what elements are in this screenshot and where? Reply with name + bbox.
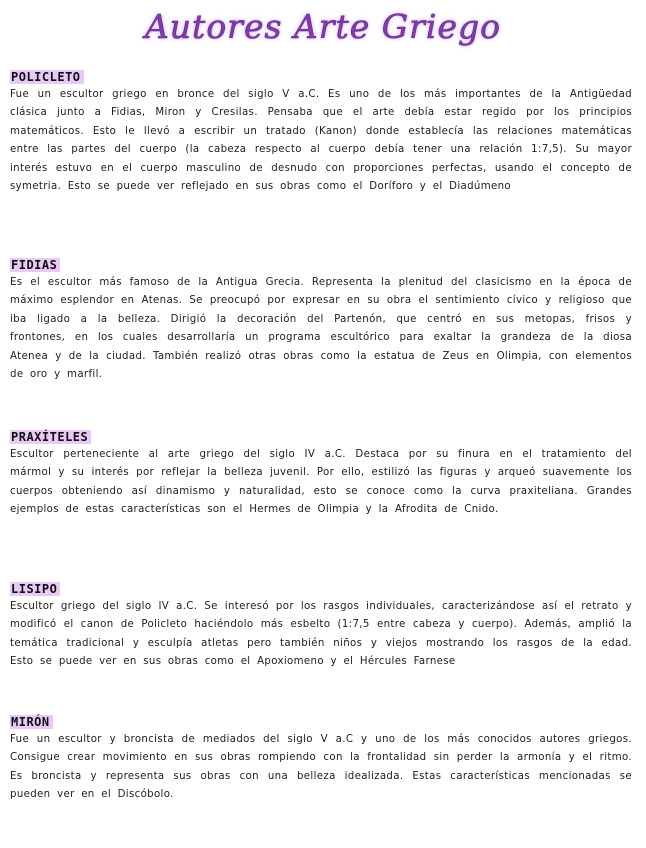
section-fidias [10, 254, 632, 384]
section-body: Fue un escultor y broncista de mediados del siglo V a.C y uno de los más conocidos autores griegos. Consigue crear movimiento en sus obras rompiendo con la frontalidad sin perder la armonía y el ritmo. Es broncista y representa sus obras con una belleza idealizada. Estas características mencionadas se pueden ver en el Discóbolo. [10, 734, 632, 801]
section-body: Es el escultor más famoso de la Antigua Grecia. Representa la plenitud del clasicismo en la época de máximo esplendor en Atenas. Se preocupó por expresar en su obra el sentimiento cívico y religioso que iba ligado a la belleza. Dirigió la decoración del Partenón, que centró en sus metopas, frisos y frontones, en los cuales desarrollaría un programa escultórico para exaltar la grandeza de la diosa Atenea y de la ciudad. También realizó otras obras como la estatua de Zeus en Olimpia, con elementos de oro y marfil. [10, 277, 632, 381]
section-heading: PRAXÍTELES [10, 430, 91, 444]
section-praxiteles [10, 426, 632, 520]
section-body: Escultor griego del siglo IV a.C. Se interesó por los rasgos individuales, caracterizándose así el retrato y modificó el canon de Policleto haciéndolo más esbelto (1:7,5 entre cabeza y cuerpo). Además, amplió la temática tradicional y esculpía atletas pero también niños y viejos mostrando los rasgos de la edad. Esto se puede ver en sus obras como el Apoxiomeno y el Hércules Farnese [10, 601, 632, 668]
page-title: Autores Arte Griego [144, 7, 502, 46]
section-heading: POLICLETO [10, 70, 84, 84]
section-body: Escultor perteneciente al arte griego del siglo IV a.C. Destaca por su finura en el tratamiento del mármol y su interés por reflejar la belleza juvenil. Por ello, estilizó las figuras y arqueó suavemente los cuerpos obteniendo así dinamismo y naturalidad, esto se conoce como la curva praxiteliana. Grandes ejemplos de estas características son el Hermes de Olimpia y la Afrodita de Cnido. [10, 449, 632, 516]
section-heading: FIDIAS [10, 258, 60, 272]
section-lisipo [10, 578, 632, 672]
section-policleto [10, 66, 632, 196]
section-heading: MIRÓN [10, 715, 53, 729]
section-body: Fue un escultor griego en bronce del siglo V a.C. Es uno de los más importantes de la Antigüedad clásica junto a Fidias, Miron y Cresilas. Pensaba que el arte debía estar regido por los principios matemáticos. Esto le llevó a escribir un tratado (Kanon) donde establecía las relaciones matemáticas entre las partes del cuerpo (la cabeza respecto al cuerpo debía tener una relación 1:7,5). Su mayor interés estuvo en el cuerpo masculino de desnudo con proporciones perfectas, usando el concepto de symetria. Esto se puede ver reflejado en sus obras como el Doríforo y el Diadúmeno [10, 89, 632, 193]
title-banner [0, 2, 646, 54]
section-heading: LISIPO [10, 582, 60, 596]
section-miron [10, 711, 632, 805]
